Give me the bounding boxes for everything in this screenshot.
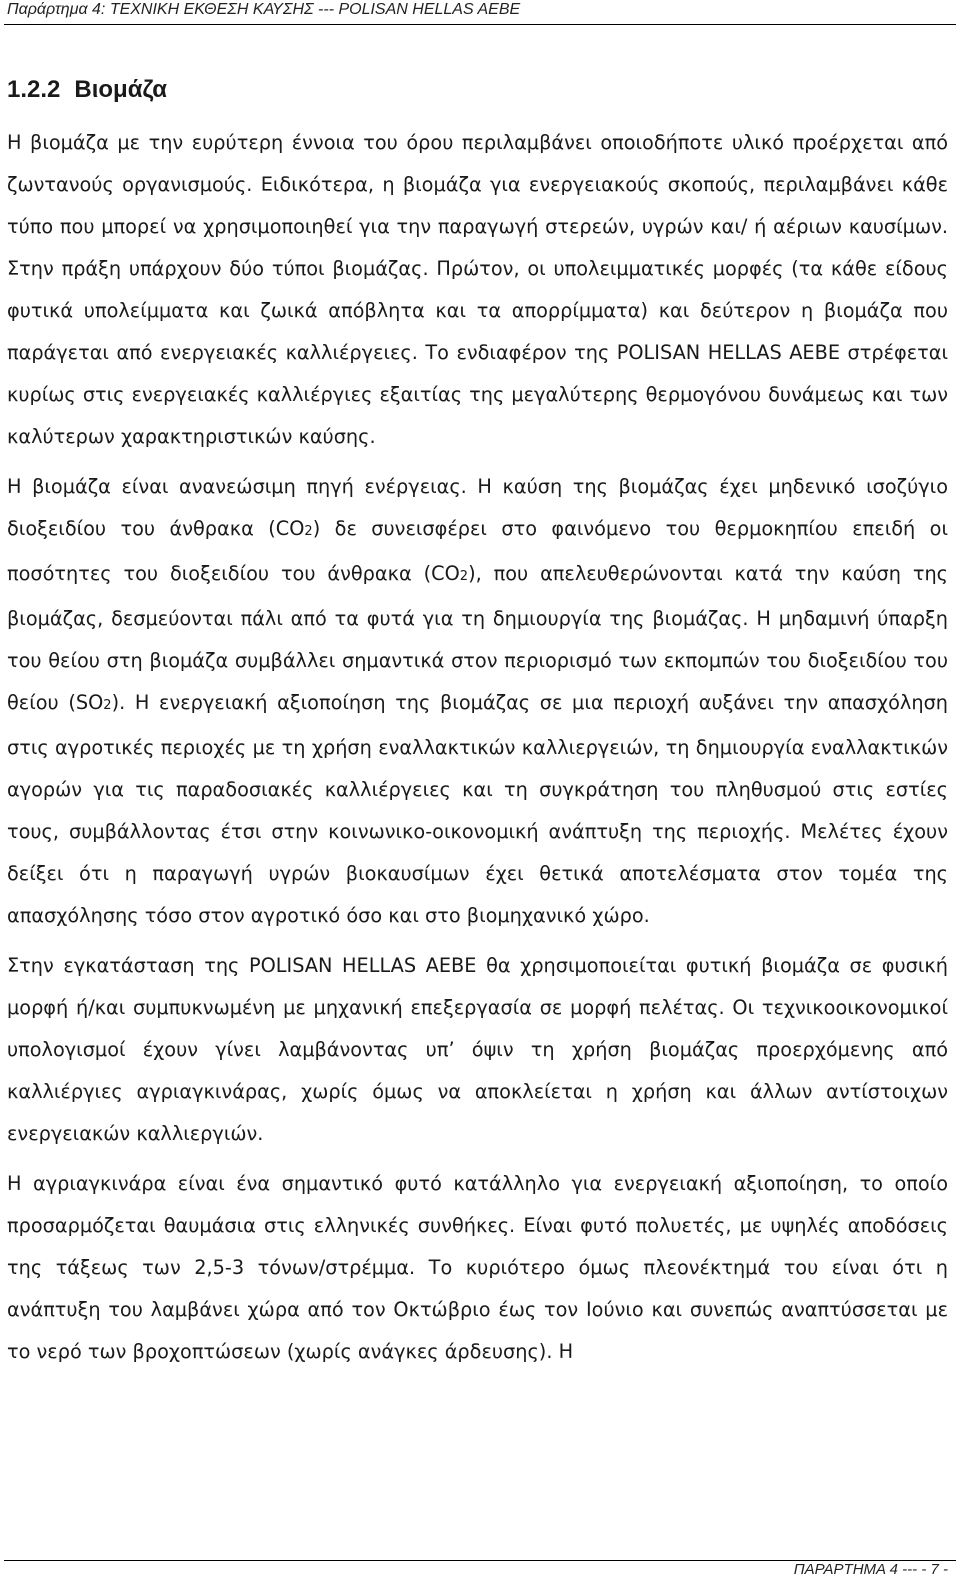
header-rule — [4, 24, 956, 25]
body-text — [7, 122, 948, 1373]
paragraph-text: ). Η ενεργειακή αξιοποίηση της βιομάζας σε μια περιοχή αυξάνει την απασχόληση στις αγροτικές περιοχές με τη χρήση εναλλακτικών καλλιεργειών, τη δημιουργία εναλλακτικών αγορών για τις παραδοσιακές καλλιέργειες και τη συγκράτηση του πληθυσμού στις εστίες τους, συμβάλλοντας έτσι στην κοινωνικο-οικονομική ανάπτυξη της περιοχής. Μελέτες έχουν δείξει ότι η παραγωγή υγρών βιοκαυσίμων έχει θετικά αποτελέσματα στον τομέα της απασχόλησης τόσο στον αγροτικό όσο και στο βιομηχανικό χώρο. — [7, 691, 949, 927]
page-header: Παράρτημα 4: ΤΕΧΝΙΚΗ ΕΚΘΕΣΗ ΚΑΥΣΗΣ --- POLISAN HELLAS AEBE — [7, 1, 521, 18]
section-title — [7, 72, 167, 108]
subscript: 2 — [103, 698, 112, 713]
paragraph-wild-artichoke: Η αγριαγκινάρα είναι ένα σημαντικό φυτό κατάλληλο για ενεργειακή αξιοποίηση, το οποίο προσαρμόζεται θαυμάσια στις ελληνικές συνθήκες. Είναι φυτό πολυετές, με υψηλές αποδόσεις της τάξεως των 2,5-3 τόνων/στρέμμα. Το κυριότερο όμως πλεονέκτημά του είναι ότι η ανάπτυξη του λαμβάνει χώρα από τον Οκτώβριο έως τον Ιούνιο και συνεπώς αναπτύσσεται με το νερό των βροχοπτώσεων (χωρίς ανάγκες άρδευσης). Η — [7, 1172, 948, 1363]
section-title-text: Βιομάζα — [74, 76, 167, 103]
paragraph-renewable-energy — [7, 466, 948, 937]
section-number: 1.2.2 — [7, 76, 61, 103]
subscript: 2 — [459, 569, 469, 584]
paragraph-biomass-definition: Η βιομάζα με την ευρύτερη έννοια του όρου περιλαμβάνει οποιοδήποτε υλικό προέρχεται από ζωντανούς οργανισμούς. Ειδικότερα, η βιομάζα για ενεργειακούς σκοπούς, περιλαμβάνει κάθε τύπο που μπορεί να χρησιμοποιηθεί για την παραγωγή στερεών, υγρών και/ ή αέριων καυσίμων. Στην πράξη υπάρχουν δύο τύποι βιομάζας. Πρώτον, οι υπολειμματικές μορφές (τα κάθε είδους φυτικά υπολείμματα και ζωικά απόβλητα και τα απορρίμματα) και δεύτερον η βιομάζα που παράγεται από ενεργειακές καλλιέργειες. Το ενδιαφέρον της POLISAN HELLAS AEBE στρέφεται κυρίως στις ενεργειακές καλλιέργιες εξαιτίας της μεγαλύτερης θερμογόνου δυνάμεως και των καλύτερων χαρακτηριστικών καύσης. — [7, 131, 948, 448]
paragraph-polisan-installation: Στην εγκατάσταση της POLISAN HELLAS AEBE θα χρησιμοποιείται φυτική βιομάζα σε φυσική μορφή ή/και συμπυκνωμένη με μηχανική επεξεργασία σε μορφή πελέτας. Οι τεχνικοοικονομικοί υπολογισμοί έχουν γίνει λαμβάνοντας υπ’ όψιν τη χρήση βιομάζας προερχόμενης από καλλιέργιες αγριαγκινάρας, χωρίς όμως να αποκλείεται η χρήση και άλλων αντίστοιχων ενεργειακών καλλιεργιών. — [7, 954, 948, 1145]
paragraph-text: ), που απελευθερώνονται κατά την καύση της βιομάζας, δεσμεύονται πάλι από τα φυτά για τη δημιουργία της βιομάζας. Η μηδαμινή ύπαρξη του θείου στη βιομάζα συμβάλλει σημαντικά στον περιορισμό των εκπομπών του διοξειδίου του θείου (SO — [7, 562, 948, 714]
subscript: 2 — [304, 524, 313, 539]
paragraph-text: Η βιομάζα είναι ανανεώσιμη πηγή ενέργειας. Η καύση της βιομάζας έχει μηδενικό ισοζύγιο διοξειδίου του άνθρακα (CO — [7, 475, 948, 540]
paragraph-text: ) δε συνεισφέρει στο φαινόμενο του θερμοκηπίου επειδή οι ποσότητες του διοξειδίου του άνθρακα (CO — [7, 517, 948, 585]
page-footer: ΠΑΡΑΡΤΗΜΑ 4 --- - 7 - — [793, 1561, 948, 1578]
